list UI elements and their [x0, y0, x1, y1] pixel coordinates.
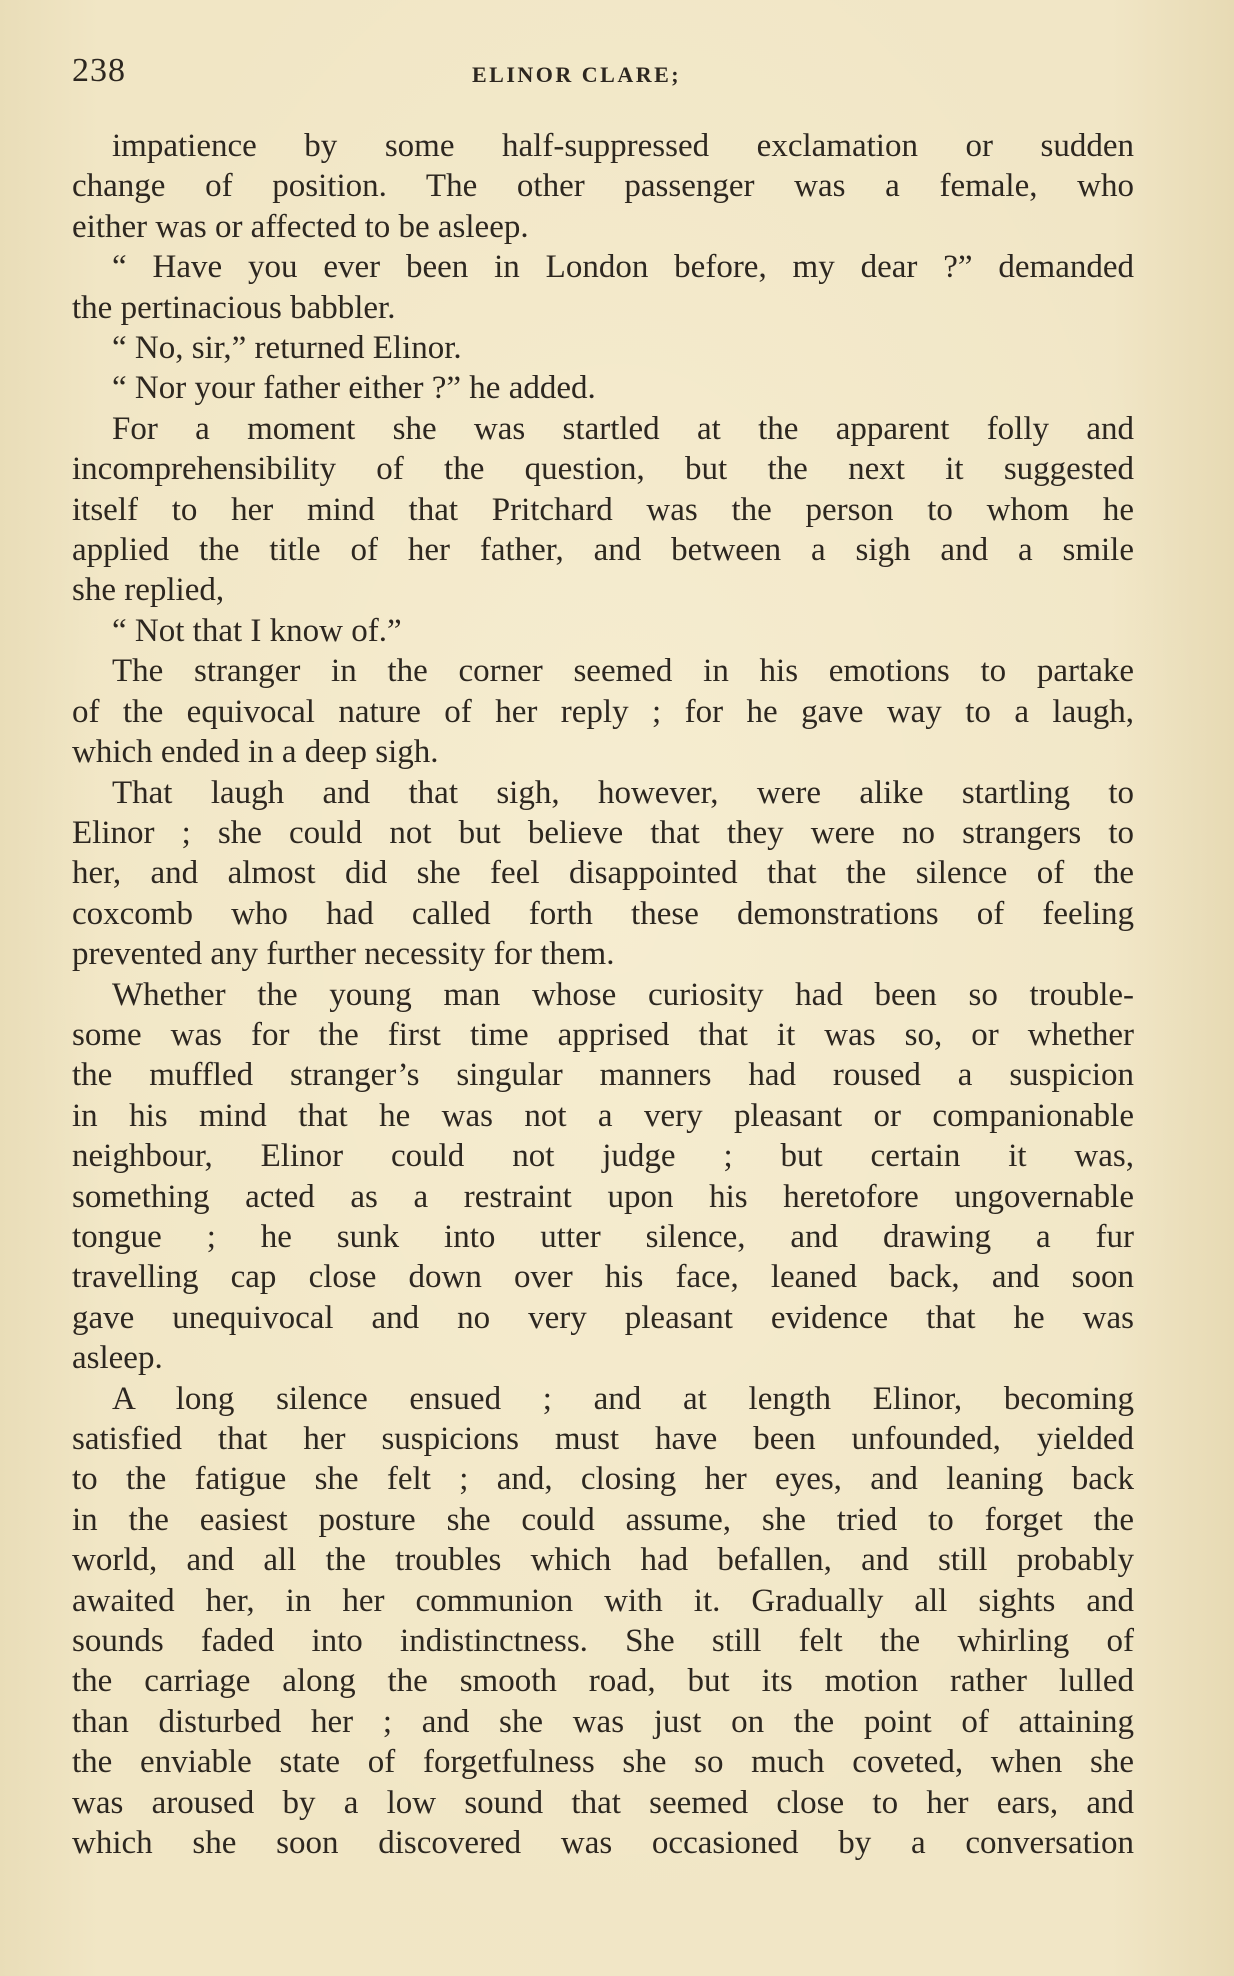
body-text: [72, 126, 1134, 1863]
paragraph: [72, 611, 1134, 651]
paragraph: [72, 126, 1134, 247]
text-line: the enviable state of forgetfulness she so much coveted, when she: [72, 1744, 1134, 1781]
text-line: prevented any further necessity for them.: [72, 936, 615, 973]
text-line: some was for the first time apprised that it was so, or whether: [72, 1016, 1134, 1053]
text-line: which she soon discovered was occasioned by a conversation: [72, 1825, 1134, 1862]
text-line: change of position. The other passenger was a female, who: [72, 168, 1134, 205]
page-number: 238: [72, 52, 126, 89]
paragraph: [72, 773, 1134, 975]
page-header: [72, 52, 1134, 98]
text-line: asleep.: [72, 1340, 163, 1377]
text-line: “ Nor your father either ?” he added.: [112, 370, 596, 407]
text-line: was aroused by a low sound that seemed close to her ears, and: [72, 1784, 1134, 1821]
text-line: in his mind that he was not a very pleasant or companionable: [72, 1097, 1134, 1134]
text-line: she replied,: [72, 572, 225, 609]
text-line: “ No, sir,” returned Elinor.: [112, 330, 462, 367]
paragraph: [72, 1379, 1134, 1864]
text-line: sounds faded into indistinctness. She still felt the whirling of: [72, 1623, 1134, 1660]
text-line: A long silence ensued ; and at length Elinor, becoming: [112, 1380, 1134, 1417]
text-line: tongue ; he sunk into utter silence, and drawing a fur: [72, 1218, 1134, 1255]
text-line: world, and all the troubles which had befallen, and still probably: [72, 1542, 1134, 1579]
paragraph: [72, 368, 1134, 408]
text-line: applied the title of her father, and between a sigh and a smile: [72, 532, 1134, 569]
paragraph: [72, 328, 1134, 368]
running-head: ELINOR CLARE;: [472, 62, 682, 87]
text-line: travelling cap close down over his face, leaned back, and soon: [72, 1259, 1134, 1296]
text-line: neighbour, Elinor could not judge ; but certain it was,: [72, 1138, 1134, 1175]
text-line: incomprehensibility of the question, but the next it suggested: [72, 451, 1134, 488]
text-line: the muffled stranger’s singular manners had roused a suspicion: [72, 1057, 1134, 1094]
text-line: something acted as a restraint upon his heretofore ungovernable: [72, 1178, 1134, 1215]
text-line: That laugh and that sigh, however, were alike startling to: [112, 774, 1134, 811]
text-line: the pertinacious babbler.: [72, 289, 396, 326]
text-line: than disturbed her ; and she was just on the point of attaining: [72, 1703, 1134, 1740]
paragraph: [72, 651, 1134, 772]
text-line: which ended in a deep sigh.: [72, 734, 439, 771]
text-line: in the easiest posture she could assume, she tried to forget the: [72, 1501, 1134, 1538]
text-line: awaited her, in her communion with it. Gradually all sights and: [72, 1582, 1134, 1619]
paragraph: [72, 975, 1134, 1379]
text-line: “ Not that I know of.”: [112, 612, 402, 649]
paragraph: [72, 247, 1134, 328]
text-line: The stranger in the corner seemed in his emotions to partake: [112, 653, 1134, 690]
text-line: to the fatigue she felt ; and, closing her eyes, and leaning back: [72, 1461, 1134, 1498]
text-line: gave unequivocal and no very pleasant evidence that he was: [72, 1299, 1134, 1336]
text-line: coxcomb who had called forth these demonstrations of feeling: [72, 895, 1134, 932]
text-line: Elinor ; she could not but believe that they were no strangers to: [72, 814, 1134, 851]
text-line: impatience by some half-suppressed exclamation or sudden: [112, 128, 1134, 164]
text-line: For a moment she was startled at the apparent folly and: [112, 410, 1134, 447]
text-line: either was or affected to be asleep.: [72, 208, 529, 245]
text-line: satisfied that her suspicions must have been unfounded, yielded: [72, 1421, 1134, 1457]
text-line: itself to her mind that Pritchard was the person to whom he: [72, 491, 1134, 528]
paragraph: [72, 409, 1134, 611]
text-line: “ Have you ever been in London before, my dear ?” demanded: [112, 249, 1134, 286]
text-line: of the equivocal nature of her reply ; for he gave way to a laugh,: [72, 693, 1134, 730]
text-line: the carriage along the smooth road, but its motion rather lulled: [72, 1663, 1134, 1700]
text-line: her, and almost did she feel disappointed that the silence of the: [72, 855, 1134, 892]
text-line: Whether the young man whose curiosity had been so trouble-: [112, 976, 1134, 1013]
